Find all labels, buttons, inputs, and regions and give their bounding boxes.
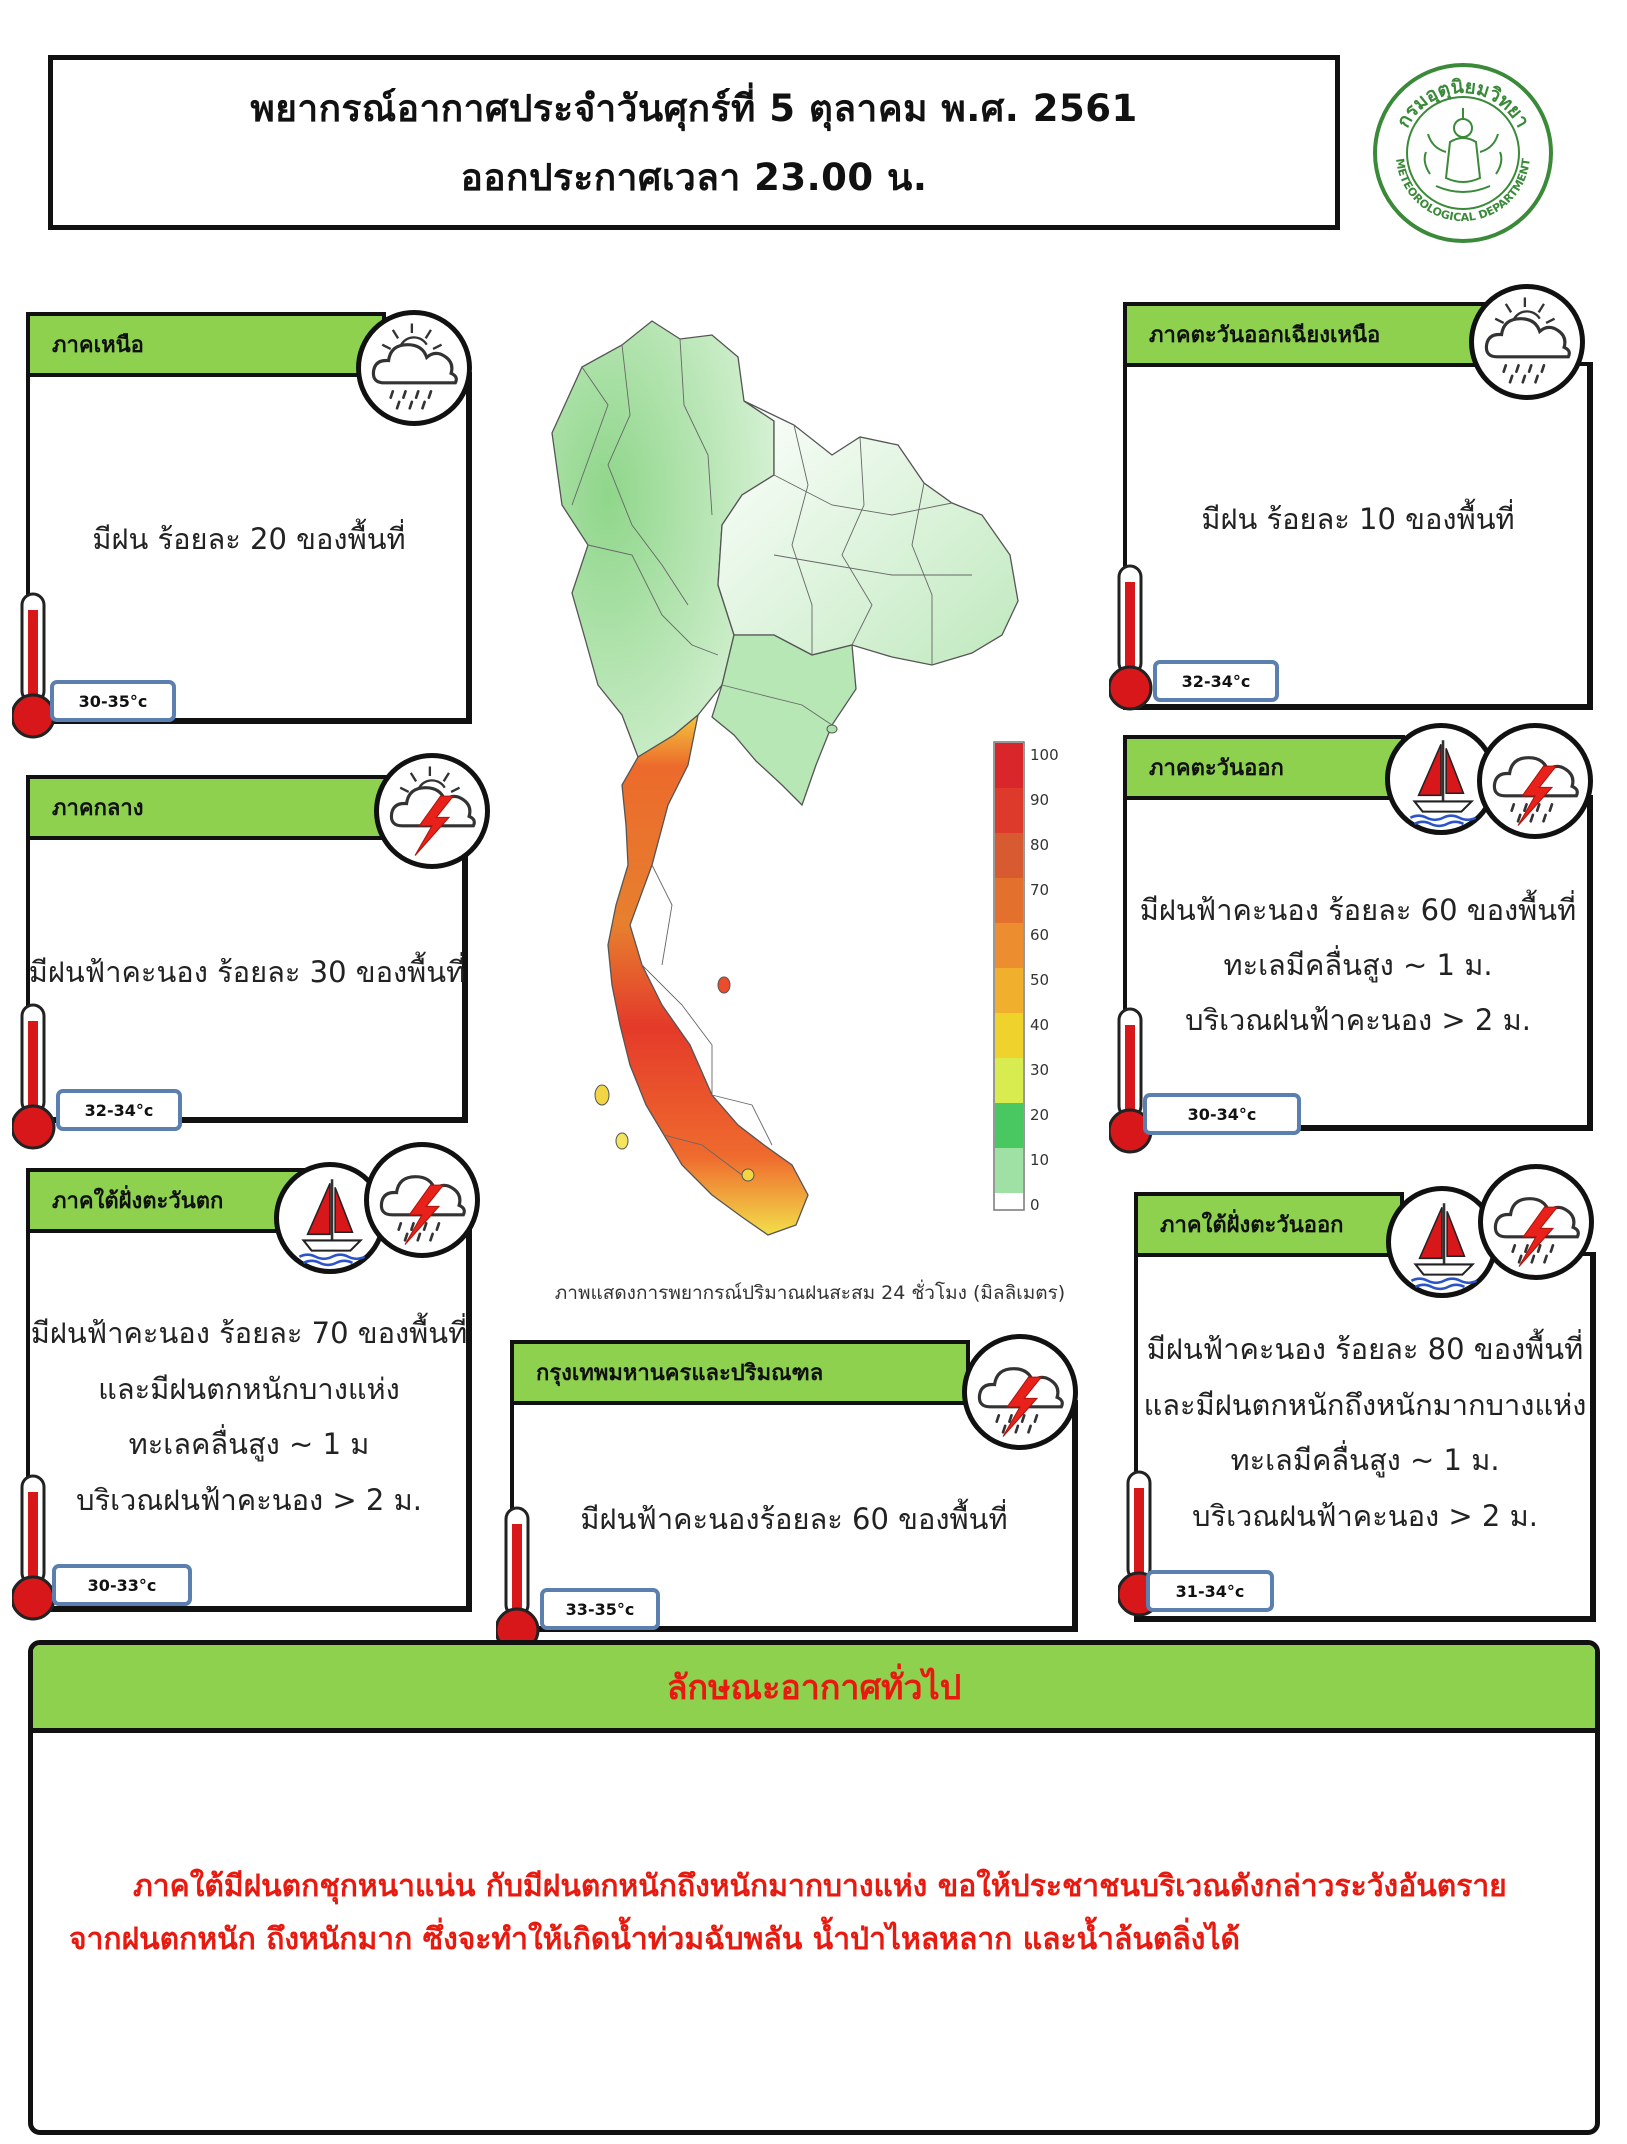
panel-south-west-tab: ภาคใต้ฝั่งตะวันตก [26, 1168, 308, 1233]
sun-cloud-rain-icon [1469, 284, 1585, 400]
thunderstorm-icon [364, 1142, 480, 1258]
issue-time: ออกประกาศเวลา 23.00 น. [460, 155, 928, 199]
panel-south-east-line-4: บริเวณฝนฟ้าคะนอง > 2 ม. [1192, 1499, 1538, 1534]
panel-central-tab: ภาคกลาง [26, 775, 396, 840]
panel-east-line-3: บริเวณฝนฟ้าคะนอง > 2 ม. [1185, 1003, 1531, 1038]
scale-label: 70 [1030, 881, 1050, 899]
scale-label: 40 [1030, 1016, 1050, 1034]
panel-south-west [26, 1168, 472, 1612]
thermometer-icon [12, 1003, 60, 1153]
scale-label: 0 [1030, 1196, 1040, 1214]
panel-south-east-desc [1134, 1322, 1596, 1545]
panel-bangkok-tab: กรุงเทพมหานครและปริมณฑล [510, 1340, 970, 1405]
summary-line-2: จากฝนตกหนัก ถึงหนักมาก ซึ่งจะทำให้เกิดน้ำท่วมฉับพลัน น้ำป่าไหลหลาก และน้ำล้นตลิ่งได้ [69, 1921, 1240, 1957]
panel-bangkok-temp: 33-35°c [540, 1588, 660, 1630]
scale-label: 80 [1030, 836, 1050, 854]
panel-south-west-line-3: ทะเลคลื่นสูง ~ 1 ม [128, 1427, 370, 1462]
panel-east-tab: ภาคตะวันออก [1123, 735, 1405, 800]
panel-central-line: มีฝนฟ้าคะนอง ร้อยละ 30 ของพื้นที่ [28, 955, 466, 989]
thermometer-icon [496, 1506, 544, 1656]
panel-northeast-tab: ภาคตะวันออกเฉียงเหนือ [1123, 302, 1501, 367]
panel-south-east-line-2: และมีฝนตกหนักถึงหนักมากบางแห่ง [1143, 1387, 1587, 1422]
scale-label: 50 [1030, 971, 1050, 989]
thermometer-icon [1109, 564, 1157, 714]
panel-central [26, 775, 468, 1123]
scale-band [995, 788, 1023, 833]
summary-text [69, 1861, 1565, 1966]
panel-east-temp: 30-34°c [1143, 1093, 1301, 1135]
panel-north-temp: 30-35°c [50, 680, 176, 722]
thunderstorm-icon [962, 1334, 1078, 1450]
panel-northeast-line: มีฝน ร้อยละ 10 ของพื้นที่ [1201, 502, 1515, 536]
rainfall-scale [990, 740, 1100, 1220]
panel-north-line: มีฝน ร้อยละ 20 ของพื้นที่ [92, 522, 406, 556]
summary-line-1: ภาคใต้มีฝนตกชุกหนาแน่น กับมีฝนตกหนักถึงหนักมากบางแห่ง ขอให้ประชาชนบริเวณดังกล่าวระวังอันตราย [133, 1869, 1507, 1904]
scale-band [995, 743, 1023, 788]
thunderstorm-icon [1477, 723, 1593, 839]
panel-south-east-line-3: ทะเลมีคลื่นสูง ~ 1 ม. [1230, 1443, 1500, 1478]
tmd-logo [1372, 62, 1554, 244]
panel-south-west-temp: 30-33°c [52, 1564, 192, 1606]
sun-cloud-thunder-icon [374, 753, 490, 869]
scale-band [995, 1148, 1023, 1193]
panel-central-temp: 32-34°c [56, 1089, 182, 1131]
scale-label: 30 [1030, 1061, 1050, 1079]
panel-bangkok-line: มีฝนฟ้าคะนองร้อยละ 60 ของพื้นที่ [580, 1502, 1008, 1536]
sun-cloud-rain-icon [356, 310, 472, 426]
panel-south-west-desc [26, 1306, 472, 1529]
panel-east [1123, 735, 1593, 1131]
scale-band [995, 1103, 1023, 1148]
panel-north [26, 312, 472, 724]
forecast-title: พยากรณ์อากาศประจำวันศุกร์ที่ 5 ตุลาคม พ.ศ. 2561 [250, 86, 1138, 130]
panel-northeast-temp: 32-34°c [1153, 660, 1279, 702]
panel-north-tab: ภาคเหนือ [26, 312, 386, 377]
scale-label: 20 [1030, 1106, 1050, 1124]
scale-label: 90 [1030, 791, 1050, 809]
panel-north-desc [26, 512, 472, 567]
panel-south-west-line-1: มีฝนฟ้าคะนอง ร้อยละ 70 ของพื้นที่ [30, 1316, 468, 1350]
panel-south-east [1134, 1192, 1596, 1622]
panel-south-west-line-4: บริเวณฝนฟ้าคะนอง > 2 ม. [76, 1483, 422, 1518]
panel-east-line-2: ทะเลมีคลื่นสูง ~ 1 ม. [1223, 948, 1493, 983]
scale-label: 10 [1030, 1151, 1050, 1169]
panel-central-desc [26, 945, 468, 1000]
general-weather-summary [28, 1640, 1600, 2135]
panel-south-east-line-1: มีฝนฟ้าคะนอง ร้อยละ 80 ของพื้นที่ [1146, 1332, 1584, 1366]
logo-text-top: กรมอุตุนิยมวิทยา [1392, 75, 1534, 132]
scale-band [995, 878, 1023, 923]
scale-label: 60 [1030, 926, 1050, 944]
panel-bangkok-desc [510, 1492, 1078, 1547]
panel-bangkok [510, 1340, 1078, 1632]
panel-east-line-1: มีฝนฟ้าคะนอง ร้อยละ 60 ของพื้นที่ [1139, 893, 1577, 927]
scale-band [995, 923, 1023, 968]
scale-label: 100 [1030, 746, 1059, 764]
scale-band [995, 833, 1023, 878]
scale-band [995, 1058, 1023, 1103]
scale-band [995, 968, 1023, 1013]
logo-text-bottom: METEOROLOGICAL DEPARTMENT [1392, 157, 1533, 225]
panel-east-desc [1123, 883, 1593, 1048]
panel-south-west-line-2: และมีฝนตกหนักบางแห่ง [98, 1371, 400, 1406]
panel-south-east-temp: 31-34°c [1146, 1570, 1274, 1612]
panel-northeast-desc [1123, 492, 1593, 547]
forecast-header [48, 55, 1340, 230]
panel-south-east-tab: ภาคใต้ฝั่งตะวันออก [1134, 1192, 1404, 1257]
summary-title: ลักษณะอากาศทั่วไป [33, 1645, 1595, 1733]
map-caption: ภาพแสดงการพยากรณ์ปริมาณฝนสะสม 24 ชั่วโมง (มิลลิเมตร) [554, 1282, 1066, 1304]
scale-band [995, 1013, 1023, 1058]
thunderstorm-icon [1478, 1164, 1594, 1280]
panel-northeast [1123, 302, 1593, 710]
rainfall-map [512, 305, 1072, 1265]
